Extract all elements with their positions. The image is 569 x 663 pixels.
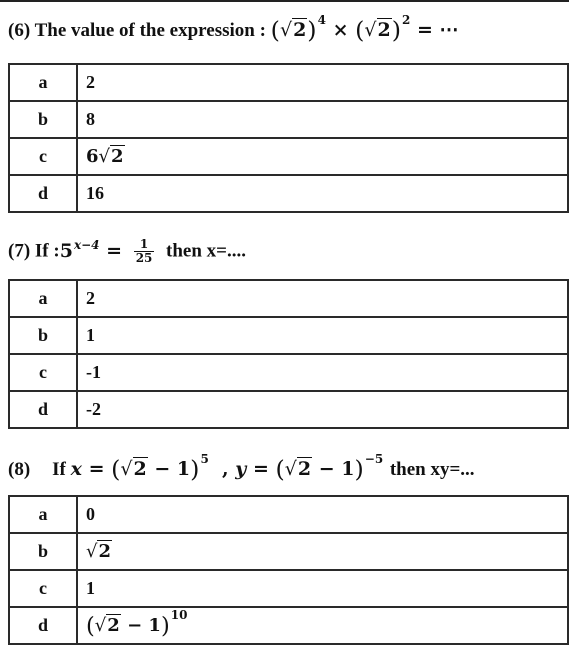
sqrt-term: √2 <box>120 458 147 480</box>
question-7-prompt: If : <box>34 240 60 262</box>
option-row[interactable] <box>9 607 568 644</box>
sqrt-term: √2 <box>279 19 307 41</box>
option-row[interactable] <box>9 101 568 138</box>
question-8-label: (8) <box>8 459 31 480</box>
option-value: $(√2 - 1)^{10}$ <box>77 607 568 644</box>
option-letter: c <box>9 354 77 391</box>
option-row[interactable] <box>9 533 568 570</box>
option-row[interactable] <box>9 175 568 212</box>
question-7-expression: $5^{x-4}$ = $\frac{1}{25}$ <box>59 237 153 265</box>
exponent: 2 <box>402 13 411 27</box>
fraction: $\frac{1}{25}$ <box>135 237 153 265</box>
exponent: 5 <box>200 452 209 466</box>
sqrt-term: √2 <box>284 458 312 480</box>
option-letter: a <box>9 280 77 317</box>
option-row[interactable] <box>9 391 568 428</box>
exponent: x−4 <box>73 237 100 252</box>
option-row[interactable] <box>9 138 568 175</box>
question-6-prompt: The value of the expression : <box>34 20 266 41</box>
question-7-options-table <box>8 279 569 429</box>
question-6-options-table <box>8 63 569 213</box>
option-letter: b <box>9 533 77 570</box>
question-6-stem <box>8 13 459 44</box>
option-letter: c <box>9 570 77 607</box>
option-row[interactable] <box>9 64 568 101</box>
option-row[interactable] <box>9 496 568 533</box>
exponent: 10 <box>170 607 188 622</box>
option-letter: c <box>9 138 77 175</box>
question-7-stem <box>8 238 246 265</box>
option-value: 0 <box>77 496 568 533</box>
option-value: 1 <box>77 317 568 354</box>
sqrt-term: √2 <box>364 19 391 41</box>
option-row[interactable] <box>9 570 568 607</box>
option-value: 8 <box>77 101 568 138</box>
question-8-stem <box>8 452 475 483</box>
option-row[interactable] <box>9 280 568 317</box>
option-value: 1 <box>77 570 568 607</box>
times-operator: × <box>332 19 349 41</box>
option-letter: d <box>9 607 77 644</box>
question-8-prompt: If <box>52 459 66 480</box>
expression-tail: = ⋯ <box>417 19 459 41</box>
question-6-expression: $(√2)^4 \times (√2)^2$ = ⋯ <box>270 13 459 44</box>
option-letter: a <box>9 64 77 101</box>
option-row[interactable] <box>9 354 568 391</box>
option-value: -2 <box>77 391 568 428</box>
question-8-expression: $x = (√2 - 1)^5$ , $y = (√2 - 1)^{-5}$ <box>70 452 384 483</box>
exponent: −5 <box>364 452 384 466</box>
option-letter: b <box>9 317 77 354</box>
option-row[interactable] <box>9 317 568 354</box>
option-value: 16 <box>77 175 568 212</box>
top-border-line <box>0 0 569 2</box>
question-6-label: (6) <box>8 20 31 41</box>
option-letter: d <box>9 175 77 212</box>
question-7-label: (7) <box>8 240 31 262</box>
option-value: 2 <box>77 64 568 101</box>
option-value: -1 <box>77 354 568 391</box>
option-value: 6√2 <box>77 138 568 175</box>
question-8-options-table <box>8 495 569 645</box>
question-7-tail: then x=.... <box>166 240 246 262</box>
option-letter: d <box>9 391 77 428</box>
option-letter: a <box>9 496 77 533</box>
option-value: 2 <box>77 280 568 317</box>
exponent: 4 <box>317 13 326 27</box>
question-8-tail: then xy=... <box>389 459 475 480</box>
option-value: √2 <box>77 533 568 570</box>
option-letter: b <box>9 101 77 138</box>
